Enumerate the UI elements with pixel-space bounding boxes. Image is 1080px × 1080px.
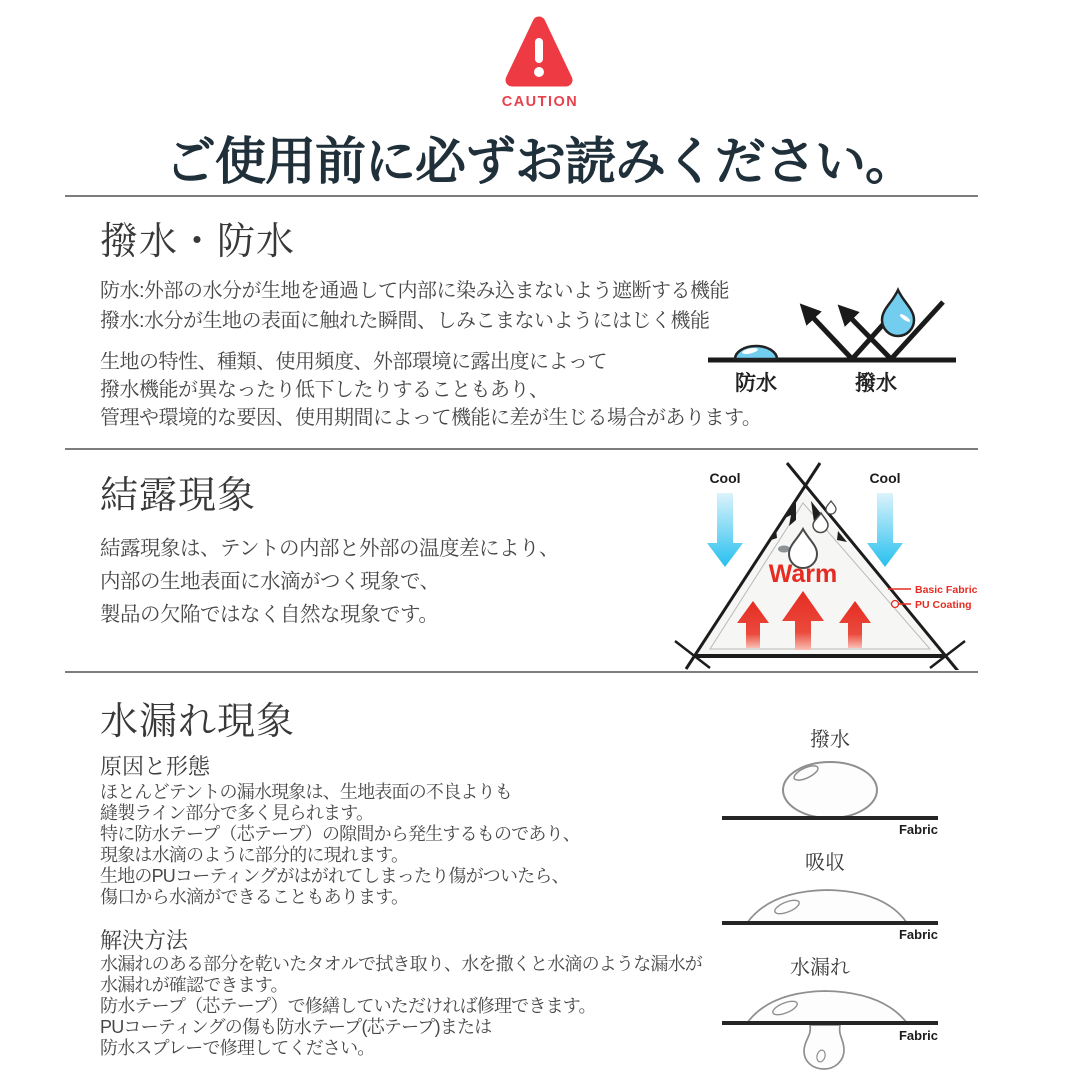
- water-drop-icon: [747, 991, 907, 1023]
- text-line: 生地の特性、種類、使用頻度、外部環境に露出度によって: [100, 351, 607, 373]
- text-line: 内部の生地表面に水滴がつく現象で、: [100, 570, 440, 593]
- section3-sub2-title: 解決方法: [100, 928, 189, 953]
- water-repellent-diagram: [700, 262, 970, 402]
- section3-sub1-title: 原因と形態: [100, 754, 211, 779]
- water-drop-icon: [747, 890, 907, 923]
- text-line: 防水:外部の水分が生地を通過して内部に染み込まないよう遮断する機能: [100, 280, 730, 302]
- leaking-drop-icon: [804, 1025, 844, 1069]
- text-line: 製品の欠陥ではなく自然な現象です。: [100, 603, 439, 626]
- text-line: 撥水機能が異なったり低下したりすることもあり、: [100, 379, 549, 401]
- water-drop-icon: [783, 762, 877, 818]
- text-line: 撥水:水分が生地の表面に触れた瞬間、しみこまないようにはじく機能: [100, 310, 710, 332]
- label-repellent: 撥水: [855, 372, 897, 395]
- caution-triangle-icon: [505, 14, 573, 94]
- pu-coating-label: PU Coating: [915, 599, 972, 611]
- text-line: 防水テープ（芯テープ）で修繕していただければ修理できます。: [100, 996, 596, 1016]
- text-line: 防水スプレーで修理してください。: [100, 1038, 375, 1058]
- basic-fabric-label: Basic Fabric: [915, 584, 978, 596]
- warm-label: Warm: [768, 560, 838, 588]
- section3-heading: 水漏れ現象: [100, 701, 296, 743]
- water-drop-icon: [735, 346, 777, 359]
- section2-body: [100, 532, 559, 631]
- caution-label: CAUTION: [501, 94, 579, 110]
- diagram-label: 水漏れ: [790, 957, 850, 979]
- condensation-mark: [778, 546, 790, 553]
- section1-paragraph2: [100, 348, 761, 432]
- divider: [65, 671, 978, 673]
- text-line: 水漏れのある部分を乾いたタオルで拭き取り、水を撒くと水滴のような漏水が: [100, 954, 702, 974]
- fabric-label: Fabric: [898, 927, 938, 942]
- repellent-drop-diagram: [700, 720, 960, 845]
- text-line: 傷口から水滴ができることもあります。: [100, 887, 409, 907]
- section3-sub1-body: [100, 782, 580, 908]
- fabric-label: Fabric: [898, 1028, 938, 1043]
- cool-arrow-icon: [707, 493, 743, 567]
- cool-label-left: Cool: [709, 470, 741, 486]
- section1-heading: 撥水・防水: [100, 221, 296, 263]
- section2-heading: 結露現象: [100, 475, 257, 517]
- text-line: 特に防水テープ（芯テープ）の隙間から発生するものであり、: [100, 824, 580, 844]
- text-line: PUコーティングの傷も防水テープ(芯テープ)または: [100, 1017, 492, 1037]
- leak-drop-diagram: [700, 948, 960, 1080]
- label-waterproof: 防水: [735, 372, 777, 395]
- text-line: 現象は水滴のように部分的に現れます。: [100, 845, 409, 865]
- teardrop-icon: [882, 290, 914, 336]
- section1-paragraph1: [100, 276, 729, 336]
- water-drop-icon: [826, 501, 836, 514]
- text-line: ほとんどテントの漏水現象は、生地表面の不良よりも: [100, 782, 512, 802]
- fabric-label: Fabric: [898, 822, 938, 837]
- text-line: 生地のPUコーティングがはがれてしまったり傷がついたら、: [100, 866, 569, 886]
- cool-arrow-icon: [867, 493, 903, 567]
- diagram-label: 撥水: [810, 729, 850, 751]
- divider: [65, 195, 978, 197]
- condensation-tent-diagram: [670, 455, 990, 670]
- text-line: 縫製ライン部分で多く見られます。: [100, 803, 374, 823]
- diagram-label: 吸収: [805, 852, 845, 874]
- cool-label-right: Cool: [869, 470, 901, 486]
- text-line: 水漏れが確認できます。: [100, 975, 288, 995]
- text-line: 管理や環境的な要因、使用期間によって機能に差が生じる場合があります。: [100, 407, 762, 429]
- text-line: 結露現象は、テントの内部と外部の温度差により、: [100, 537, 559, 560]
- page-title: ご使用前に必ずお読みください。: [164, 133, 915, 190]
- absorption-drop-diagram: [700, 845, 960, 950]
- divider: [65, 448, 978, 450]
- section3-sub2-body: [100, 954, 702, 1059]
